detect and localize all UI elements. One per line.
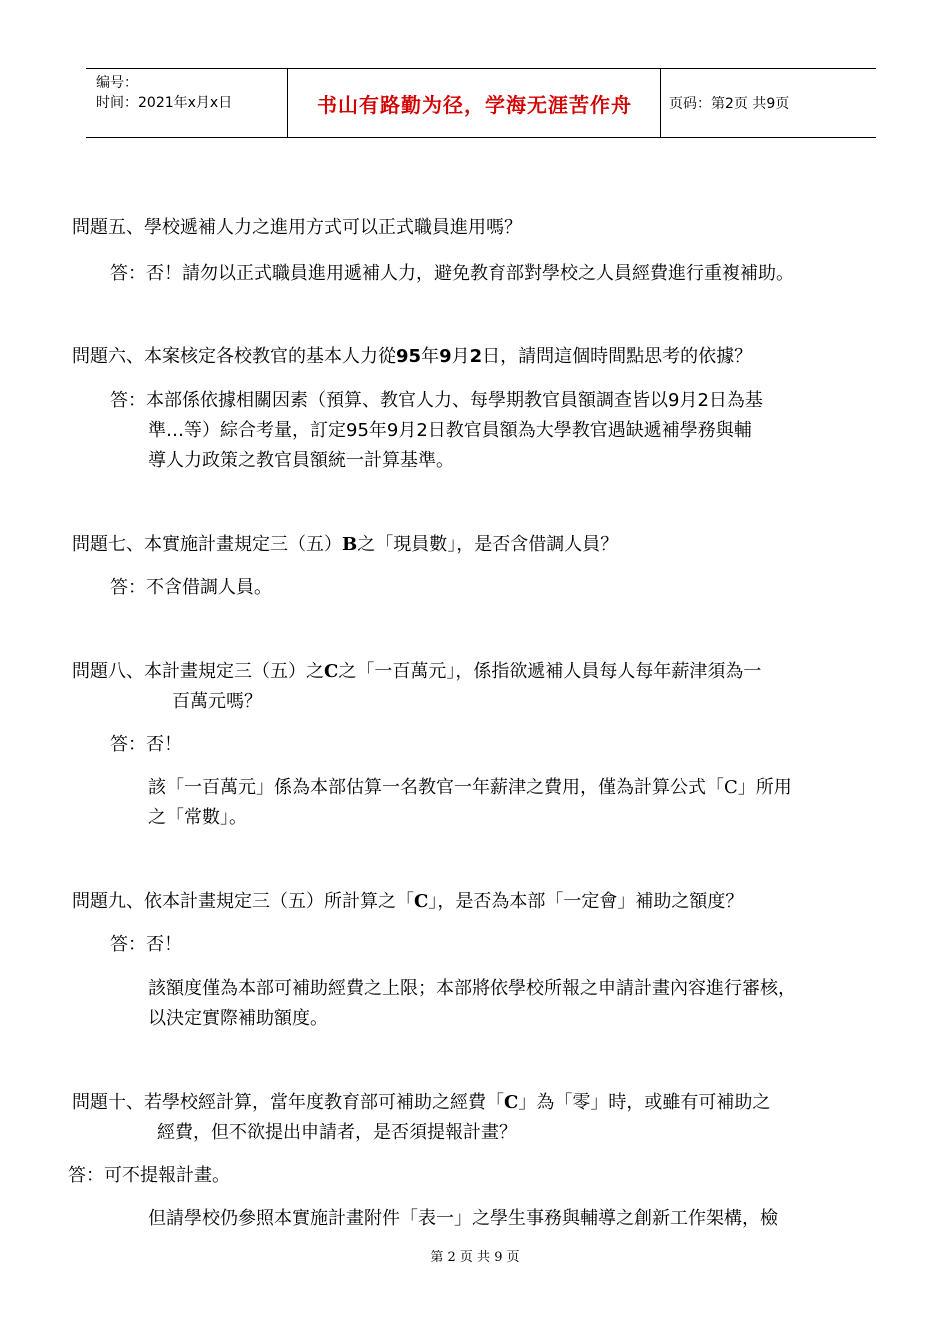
- header-meta: [96, 73, 232, 113]
- answer-6-line-1: 答：本部係依據相關因素（預算、教官人力、每學期教官員額調查皆以9月2日為基: [110, 390, 763, 411]
- question-9-text-end: 」，是否為本部「一定會」補助之額度？: [428, 891, 744, 912]
- answer-9: 答：否！: [110, 934, 182, 955]
- answer-9-detail-line-1: 該額度僅為本部可補助經費之上限；本部將依學校所報之申請計畫內容進行審核，: [148, 978, 796, 999]
- header-number: 编号：: [96, 75, 138, 91]
- question-6-year: 95: [396, 346, 422, 367]
- answer-7: 答：不含借調人員。: [110, 577, 272, 598]
- header-time: 时间：2021年x月x日: [96, 95, 233, 111]
- question-6: [72, 343, 752, 371]
- question-10: [72, 1089, 770, 1117]
- question-9: [72, 888, 743, 916]
- question-10-text-end: 」為「零」時，或雖有可補助之: [518, 1092, 771, 1113]
- document-header: [86, 68, 876, 138]
- question-7-text: 問題七、本實施計畫規定三（五）: [72, 534, 342, 555]
- answer-6-line-2: 準…等）綜合考量，訂定95年9月2日教官員額為大學教官遇缺遞補學務與輔: [148, 420, 752, 441]
- header-page: 页码：第2页 共9页: [669, 96, 790, 112]
- question-9-letter: C: [414, 891, 429, 912]
- answer-8-detail-text-end: 」所用: [737, 777, 792, 798]
- page-footer: 第 2 页 共 9 页: [430, 1250, 520, 1265]
- answer-8-detail-line-1: [148, 774, 792, 802]
- header-divider: [287, 69, 288, 137]
- answer-10-detail-line-1: 但請學校仍參照本實施計畫附件「表一」之學生事務與輔導之創新工作架構，檢: [148, 1208, 778, 1229]
- question-7-letter: B: [342, 534, 358, 555]
- question-6-month-char: 月: [451, 346, 470, 367]
- question-6-text-end: 日，請問這個時間點思考的依據？: [482, 346, 753, 367]
- question-10-line-2: 經費，但不欲提出申請者，是否須提報計畫？: [157, 1122, 517, 1143]
- question-6-year-char: 年: [421, 346, 440, 367]
- question-8-line-2: 百萬元嗎？: [172, 691, 262, 712]
- question-6-month: 9: [439, 346, 452, 367]
- question-5: 問題五、學校遞補人力之進用方式可以正式職員進用嗎？: [72, 217, 522, 238]
- answer-9-detail-line-2: 以決定實際補助額度。: [148, 1008, 328, 1029]
- answer-10: 答：可不提報計畫。: [68, 1165, 230, 1186]
- header-divider: [660, 69, 661, 137]
- header-motto: 书山有路勤为径，学海无涯苦作舟: [317, 92, 632, 117]
- question-8: [72, 658, 761, 686]
- question-8-text-end: 之「一百萬元」，係指欲遞補人員每人每年薪津須為一: [338, 661, 762, 682]
- question-6-text: 問題六、本案核定各校教官的基本人力從: [72, 346, 396, 367]
- question-7: [72, 531, 618, 559]
- question-6-day: 2: [469, 346, 483, 367]
- answer-8-detail-letter: C: [724, 777, 738, 798]
- answer-8: 答：否！: [110, 734, 182, 755]
- question-7-text-end: 之「現員數」，是否含借調人員？: [357, 534, 619, 555]
- answer-8-detail-line-2: 之「常數」。: [148, 807, 247, 828]
- question-9-text: 問題九、依本計畫規定三（五）所計算之「: [72, 891, 414, 912]
- question-8-letter: C: [324, 661, 339, 682]
- question-8-text: 問題八、本計畫規定三（五）之: [72, 661, 324, 682]
- answer-8-detail-text: 該「一百萬元」係為本部估算一名教官一年薪津之費用，僅為計算公式「: [148, 777, 724, 798]
- answer-5: 答：否！請勿以正式職員進用遞補人力，避免教育部對學校之人員經費進行重複補助。: [110, 263, 794, 284]
- question-10-letter: C: [504, 1092, 519, 1113]
- question-10-text: 問題十、若學校經計算，當年度教育部可補助之經費「: [72, 1092, 504, 1113]
- answer-6-line-3: 導人力政策之教官員額統一計算基準。: [148, 450, 454, 471]
